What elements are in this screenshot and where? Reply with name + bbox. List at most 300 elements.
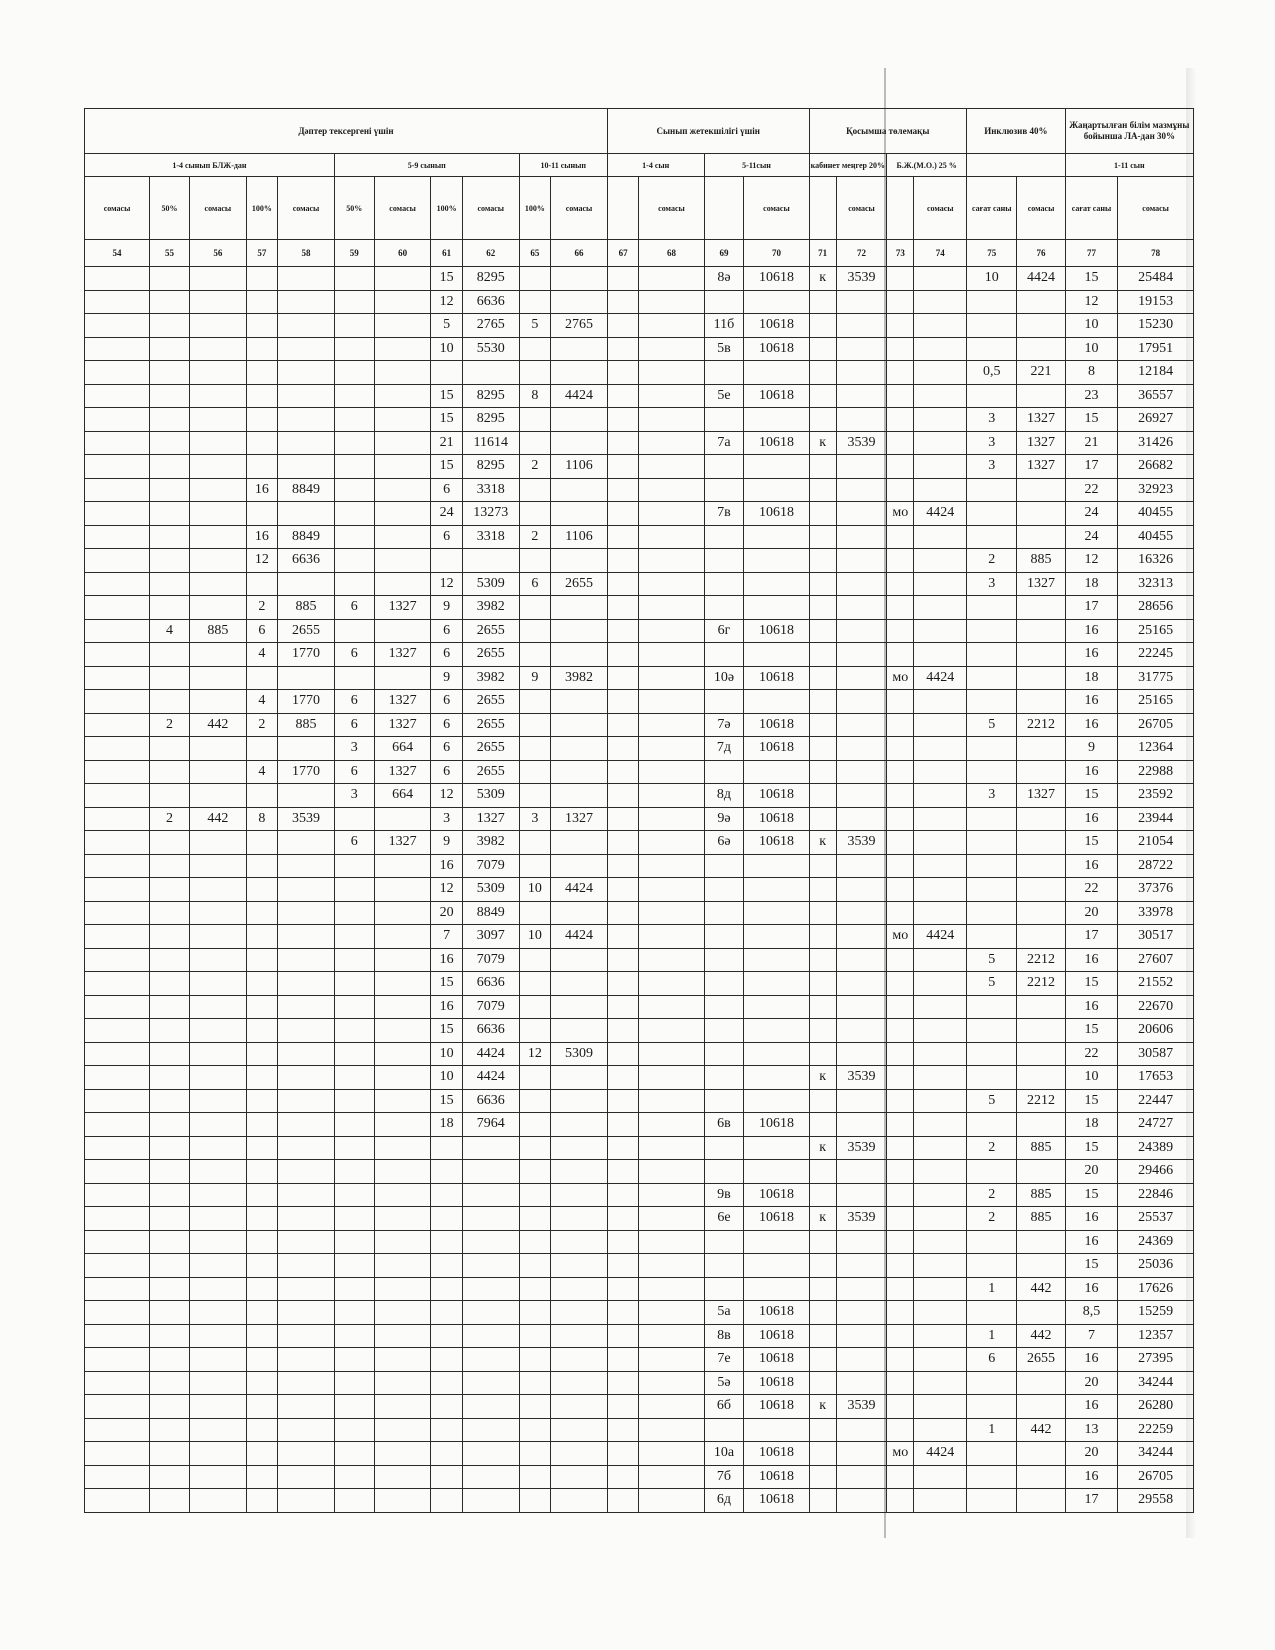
table-cell	[607, 995, 638, 1019]
table-cell	[639, 1113, 704, 1137]
table-cell: 7	[431, 925, 462, 949]
table-cell	[887, 948, 914, 972]
table-cell	[607, 549, 638, 573]
table-cell	[334, 1442, 374, 1466]
table-cell: 10618	[744, 1465, 809, 1489]
table-cell	[744, 1066, 809, 1090]
table-cell	[85, 643, 150, 667]
table-cell: 40455	[1118, 525, 1194, 549]
table-cell	[85, 1442, 150, 1466]
table-row	[85, 1230, 1194, 1254]
table-cell: 1327	[1017, 572, 1065, 596]
table-cell	[278, 1160, 335, 1184]
table-cell	[639, 478, 704, 502]
table-cell: 442	[1017, 1277, 1065, 1301]
table-cell	[462, 1489, 519, 1513]
table-cell	[278, 831, 335, 855]
table-cell	[836, 525, 886, 549]
table-cell	[887, 1489, 914, 1513]
sub-header-lead-1-4: 1-4 сын	[607, 154, 704, 177]
table-cell: 18	[1065, 1113, 1117, 1137]
table-cell	[519, 643, 550, 667]
table-cell: 16	[1065, 1230, 1117, 1254]
table-cell	[85, 690, 150, 714]
table-cell: 885	[1017, 1183, 1065, 1207]
sub-header-inclusive-blank	[967, 154, 1066, 177]
table-cell	[85, 737, 150, 761]
table-cell: 15	[431, 972, 462, 996]
table-cell	[519, 854, 550, 878]
table-cell	[887, 290, 914, 314]
table-cell	[1017, 619, 1065, 643]
table-cell: 27607	[1118, 948, 1194, 972]
table-row	[85, 925, 1194, 949]
table-cell	[246, 1348, 277, 1372]
table-cell: 6636	[462, 1089, 519, 1113]
table-cell	[836, 1489, 886, 1513]
table-cell	[809, 1348, 836, 1372]
table-cell: к	[809, 1066, 836, 1090]
table-cell	[246, 831, 277, 855]
table-cell: 10а	[704, 1442, 744, 1466]
table-cell: 6	[334, 831, 374, 855]
table-cell	[967, 314, 1017, 338]
table-cell	[1017, 1395, 1065, 1419]
table-cell	[836, 1324, 886, 1348]
table-cell	[150, 1254, 190, 1278]
table-cell: 6е	[704, 1207, 744, 1231]
table-cell	[278, 1465, 335, 1489]
table-cell	[607, 1113, 638, 1137]
table-cell	[189, 1301, 246, 1325]
table-cell	[374, 1207, 431, 1231]
table-cell: 442	[189, 807, 246, 831]
table-cell	[334, 1019, 374, 1043]
table-cell	[334, 619, 374, 643]
table-cell	[519, 1371, 550, 1395]
table-cell	[551, 713, 608, 737]
table-cell	[246, 1019, 277, 1043]
table-cell	[374, 408, 431, 432]
table-cell	[887, 549, 914, 573]
table-cell: 5309	[462, 784, 519, 808]
table-cell	[189, 1348, 246, 1372]
table-cell: 7в	[704, 502, 744, 526]
table-cell	[607, 1136, 638, 1160]
table-cell	[85, 1371, 150, 1395]
table-row	[85, 1183, 1194, 1207]
table-cell: 24	[1065, 525, 1117, 549]
table-row	[85, 666, 1194, 690]
table-cell	[887, 1136, 914, 1160]
table-cell: 4424	[914, 1442, 967, 1466]
table-cell: 15	[431, 1019, 462, 1043]
table-cell	[967, 1489, 1017, 1513]
table-cell	[704, 854, 744, 878]
table-cell: 3539	[836, 267, 886, 291]
table-cell: 3	[519, 807, 550, 831]
col-label	[809, 177, 836, 240]
table-cell	[374, 1371, 431, 1395]
table-cell	[744, 596, 809, 620]
table-cell	[519, 1183, 550, 1207]
table-cell: 24389	[1118, 1136, 1194, 1160]
table-cell	[551, 972, 608, 996]
table-cell: 22447	[1118, 1089, 1194, 1113]
table-cell	[639, 901, 704, 925]
table-cell	[607, 408, 638, 432]
table-cell	[189, 878, 246, 902]
table-row	[85, 1395, 1194, 1419]
table-cell	[278, 1371, 335, 1395]
table-cell: 21054	[1118, 831, 1194, 855]
table-cell	[967, 1442, 1017, 1466]
table-cell	[914, 784, 967, 808]
table-cell	[334, 1113, 374, 1137]
table-cell	[639, 1230, 704, 1254]
table-cell	[246, 854, 277, 878]
table-cell: 3982	[462, 666, 519, 690]
table-cell: 15	[431, 408, 462, 432]
table-cell	[607, 948, 638, 972]
table-cell	[809, 1465, 836, 1489]
column-number: 58	[278, 240, 335, 267]
table-cell: 15	[1065, 972, 1117, 996]
col-label: сомасы	[189, 177, 246, 240]
table-cell	[887, 1395, 914, 1419]
header-inclusive: Инклюзив 40%	[967, 109, 1066, 154]
table-cell	[914, 361, 967, 385]
table-cell: 2655	[278, 619, 335, 643]
column-number: 61	[431, 240, 462, 267]
table-cell	[914, 854, 967, 878]
table-cell	[85, 1489, 150, 1513]
table-cell	[914, 1230, 967, 1254]
table-cell	[887, 1254, 914, 1278]
table-cell	[189, 1418, 246, 1442]
sub-header-lead-5-11: 5-11сын	[704, 154, 809, 177]
table-cell	[639, 1160, 704, 1184]
table-cell	[278, 1301, 335, 1325]
table-cell	[246, 1230, 277, 1254]
header-extra-payment: Қосымша төлемақы	[809, 109, 967, 154]
table-cell: 15	[1065, 784, 1117, 808]
sub-header-cabinet: кабинет меңгер 20%	[809, 154, 887, 177]
table-cell: 3	[431, 807, 462, 831]
table-cell	[278, 502, 335, 526]
table-cell	[836, 455, 886, 479]
table-cell	[1017, 1113, 1065, 1137]
table-cell	[607, 431, 638, 455]
table-cell	[374, 1136, 431, 1160]
table-cell	[607, 1183, 638, 1207]
table-cell: 16326	[1118, 549, 1194, 573]
table-row	[85, 431, 1194, 455]
table-cell: 1770	[278, 643, 335, 667]
table-cell	[1017, 1160, 1065, 1184]
table-cell	[551, 948, 608, 972]
table-cell	[551, 337, 608, 361]
table-cell: 1	[967, 1324, 1017, 1348]
table-cell	[189, 831, 246, 855]
table-cell	[744, 1160, 809, 1184]
table-cell	[462, 1348, 519, 1372]
table-cell	[189, 972, 246, 996]
table-cell	[704, 972, 744, 996]
table-cell	[639, 337, 704, 361]
table-cell	[551, 1136, 608, 1160]
table-cell	[639, 314, 704, 338]
table-cell	[85, 713, 150, 737]
table-cell	[639, 1254, 704, 1278]
table-cell	[278, 361, 335, 385]
table-cell	[278, 455, 335, 479]
table-cell	[189, 455, 246, 479]
table-cell	[607, 1207, 638, 1231]
table-cell	[836, 596, 886, 620]
table-cell: 34244	[1118, 1442, 1194, 1466]
table-cell: 2	[519, 525, 550, 549]
table-cell: 12364	[1118, 737, 1194, 761]
table-cell	[914, 901, 967, 925]
table-row	[85, 807, 1194, 831]
table-cell	[639, 1042, 704, 1066]
table-cell	[887, 1348, 914, 1372]
table-cell	[809, 713, 836, 737]
table-cell	[278, 1136, 335, 1160]
table-cell	[374, 1348, 431, 1372]
table-cell	[607, 1042, 638, 1066]
table-cell	[189, 1442, 246, 1466]
table-cell	[607, 1089, 638, 1113]
table-cell: 442	[1017, 1418, 1065, 1442]
table-cell	[1017, 831, 1065, 855]
table-cell	[150, 1042, 190, 1066]
table-cell	[1017, 1042, 1065, 1066]
table-cell	[462, 1254, 519, 1278]
table-cell	[462, 549, 519, 573]
table-cell	[1017, 807, 1065, 831]
table-cell: 9	[519, 666, 550, 690]
table-cell	[607, 1371, 638, 1395]
table-cell	[887, 1465, 914, 1489]
table-cell	[1017, 502, 1065, 526]
table-cell	[1017, 314, 1065, 338]
table-cell	[462, 361, 519, 385]
table-cell: 12	[431, 290, 462, 314]
table-cell	[551, 1089, 608, 1113]
table-cell	[809, 690, 836, 714]
table-cell: 22	[1065, 878, 1117, 902]
table-cell	[607, 525, 638, 549]
table-cell	[85, 502, 150, 526]
table-cell: мо	[887, 925, 914, 949]
table-cell	[744, 549, 809, 573]
table-cell	[519, 408, 550, 432]
table-cell	[639, 1348, 704, 1372]
table-cell	[914, 455, 967, 479]
table-cell: 1	[967, 1418, 1017, 1442]
table-cell	[246, 1160, 277, 1184]
table-cell	[809, 619, 836, 643]
table-cell: 10618	[744, 807, 809, 831]
table-cell: 1327	[374, 760, 431, 784]
table-cell: 10618	[744, 1324, 809, 1348]
table-cell: 11614	[462, 431, 519, 455]
table-cell	[374, 1418, 431, 1442]
table-cell	[150, 1160, 190, 1184]
table-cell	[551, 901, 608, 925]
table-cell	[551, 1254, 608, 1278]
table-cell	[1017, 1066, 1065, 1090]
table-cell	[967, 995, 1017, 1019]
table-cell: 4424	[462, 1066, 519, 1090]
table-cell	[914, 1066, 967, 1090]
table-cell	[462, 1160, 519, 1184]
table-cell	[431, 1348, 462, 1372]
table-cell	[150, 1277, 190, 1301]
table-cell: 16	[1065, 1465, 1117, 1489]
table-cell	[150, 1371, 190, 1395]
column-number: 70	[744, 240, 809, 267]
table-cell	[246, 901, 277, 925]
table-cell	[278, 314, 335, 338]
table-cell	[189, 267, 246, 291]
column-numbers-row	[85, 240, 1194, 267]
table-cell: 1770	[278, 760, 335, 784]
table-cell	[189, 1113, 246, 1137]
table-cell	[704, 901, 744, 925]
table-cell	[374, 572, 431, 596]
table-cell	[519, 713, 550, 737]
table-row	[85, 549, 1194, 573]
col-label: 50%	[150, 177, 190, 240]
table-cell: 7ә	[704, 713, 744, 737]
table-cell: 9	[431, 666, 462, 690]
table-cell	[519, 619, 550, 643]
table-cell: 6636	[462, 290, 519, 314]
column-number: 55	[150, 240, 190, 267]
table-cell: 664	[374, 737, 431, 761]
table-cell: 10618	[744, 1395, 809, 1419]
col-label: сомасы	[1017, 177, 1065, 240]
table-cell	[150, 1324, 190, 1348]
table-cell	[189, 361, 246, 385]
table-cell	[967, 502, 1017, 526]
table-cell	[374, 925, 431, 949]
table-row	[85, 1042, 1194, 1066]
table-cell	[374, 502, 431, 526]
col-label: 100%	[246, 177, 277, 240]
table-cell	[639, 854, 704, 878]
table-cell: 20	[1065, 1371, 1117, 1395]
table-cell: 9	[431, 831, 462, 855]
table-cell	[278, 1066, 335, 1090]
table-cell	[374, 972, 431, 996]
table-cell	[704, 1418, 744, 1442]
table-cell: 4	[150, 619, 190, 643]
table-cell	[374, 455, 431, 479]
table-cell	[967, 925, 1017, 949]
table-cell	[374, 1089, 431, 1113]
sub-header-grades-1-11: 1-11 сын	[1065, 154, 1193, 177]
table-cell	[246, 1066, 277, 1090]
table-cell	[607, 384, 638, 408]
table-cell: 2	[150, 713, 190, 737]
table-cell	[374, 878, 431, 902]
table-cell	[744, 1089, 809, 1113]
table-cell: 664	[374, 784, 431, 808]
table-cell	[519, 1301, 550, 1325]
table-cell	[334, 901, 374, 925]
table-cell	[150, 760, 190, 784]
table-cell	[551, 643, 608, 667]
table-cell	[967, 690, 1017, 714]
table-cell	[836, 1113, 886, 1137]
table-cell	[334, 431, 374, 455]
table-cell: 8295	[462, 267, 519, 291]
table-row	[85, 1113, 1194, 1137]
table-cell: 31775	[1118, 666, 1194, 690]
table-cell	[334, 995, 374, 1019]
table-row	[85, 1019, 1194, 1043]
column-number: 62	[462, 240, 519, 267]
table-cell	[967, 666, 1017, 690]
table-cell	[278, 1089, 335, 1113]
table-cell	[431, 1254, 462, 1278]
table-row	[85, 854, 1194, 878]
table-cell	[150, 478, 190, 502]
table-cell	[150, 1348, 190, 1372]
table-cell	[551, 1348, 608, 1372]
column-number: 68	[639, 240, 704, 267]
table-cell: 9ә	[704, 807, 744, 831]
column-number: 60	[374, 240, 431, 267]
table-row	[85, 1207, 1194, 1231]
table-cell	[967, 525, 1017, 549]
table-cell	[1017, 854, 1065, 878]
table-cell	[374, 1066, 431, 1090]
table-cell	[278, 1230, 335, 1254]
table-cell	[704, 596, 744, 620]
table-cell	[809, 596, 836, 620]
table-cell	[551, 1418, 608, 1442]
table-row	[85, 1160, 1194, 1184]
table-cell	[551, 1207, 608, 1231]
table-cell	[278, 1348, 335, 1372]
col-label: сомасы	[462, 177, 519, 240]
table-cell	[278, 948, 335, 972]
table-cell: 5	[967, 713, 1017, 737]
table-cell: 16	[1065, 690, 1117, 714]
table-cell: 22259	[1118, 1418, 1194, 1442]
table-cell: 27395	[1118, 1348, 1194, 1372]
table-cell: 9в	[704, 1183, 744, 1207]
table-cell	[704, 1230, 744, 1254]
table-row	[85, 619, 1194, 643]
table-row	[85, 408, 1194, 432]
table-cell	[1017, 478, 1065, 502]
table-cell	[551, 1489, 608, 1513]
table-cell: 18	[431, 1113, 462, 1137]
payment-table	[84, 108, 1194, 1513]
table-cell	[519, 1395, 550, 1419]
table-cell: 1327	[374, 831, 431, 855]
table-cell	[914, 760, 967, 784]
table-cell: 8849	[278, 525, 335, 549]
table-cell	[639, 549, 704, 573]
table-cell	[374, 1465, 431, 1489]
